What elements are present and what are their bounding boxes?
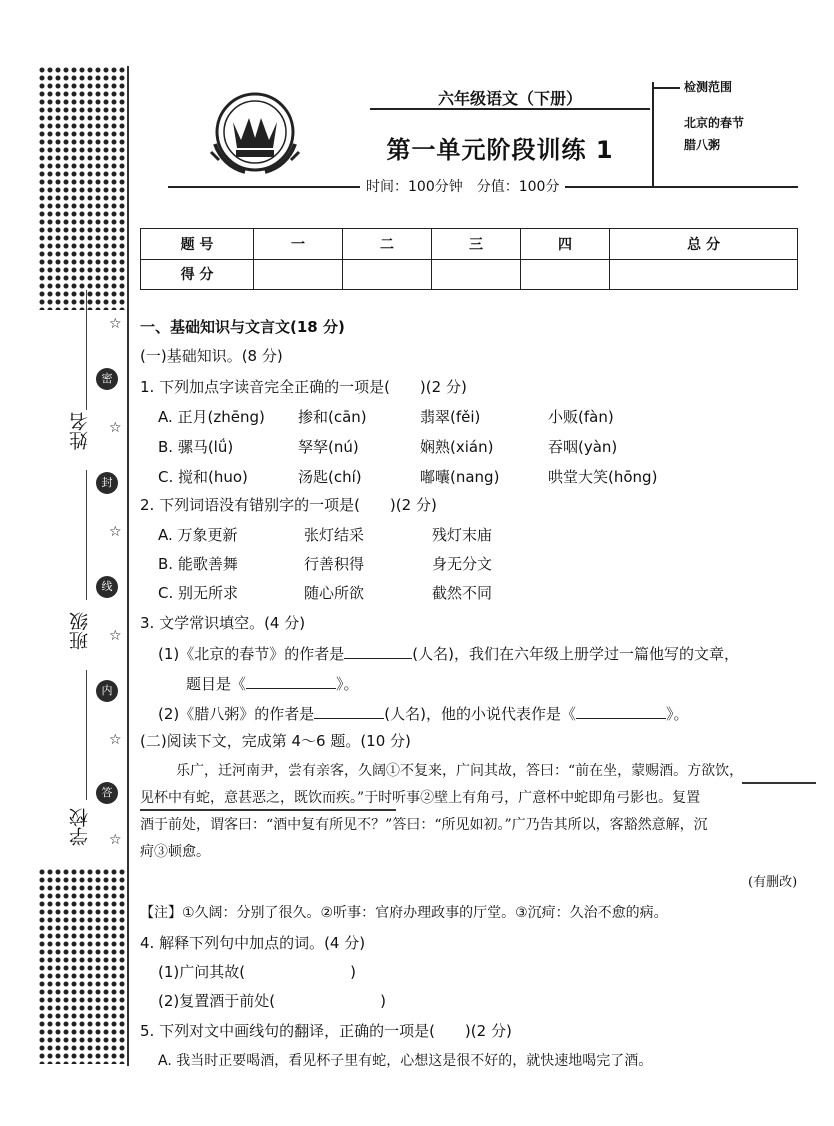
q3-2-text-c: 》。 [665,705,689,723]
section-heading: 一、基础知识与文言文(18 分) [140,318,345,336]
option-cell: 截然不同 [432,584,493,602]
class-blank-line [86,470,87,600]
score-input[interactable] [343,259,432,290]
question-2: 2. 下列词语没有错别字的一项是( )(2 分) [140,496,437,514]
passage-line: 乐广，迁河南尹，尝有亲客，久阔①不复来，广问其故，答曰：“前在坐，蒙赐酒。方欲饮， [176,763,744,779]
option-cell: 吞咽(yàn) [548,438,618,456]
star-icon: ☆ [109,316,122,332]
question-4-1: (1)广问其故( ) [158,963,356,981]
range-item: 腊八粥 [684,138,721,152]
table-cell: 三 [432,229,521,260]
author-blank-input[interactable] [344,642,412,659]
passage-line: 见杯中有蛇，意甚恶之，既饮而疾。”于时听事②壁上有角弓，广意杯中蛇即角弓影也。复置 [140,790,701,806]
option-cell: C. 别无所求 [158,584,239,602]
option-cell: 张灯结采 [304,526,365,544]
class-label: 班级 [69,612,91,650]
table-cell: 二 [343,229,432,260]
q3-1-text-a: (1)《北京的春节》的作者是 [158,645,345,663]
option-cell: 哄堂大笑(hōng) [548,468,658,486]
table-cell: 一 [254,229,343,260]
q3-2-text-a: (2)《腊八粥》的作者是 [158,705,315,723]
annotation-note: 【注】①久阔：分别了很久。②听事：官府办理政事的厅堂。③沉疴：久治不愈的病。 [140,905,668,921]
seal-mi: 密 [96,368,118,390]
novel-blank-input[interactable] [576,702,666,719]
title-rule [370,108,650,110]
binding-line [127,66,129,1066]
q3-1-text-c: 题目是《 [186,675,247,693]
seal-xian: 线 [96,576,118,598]
star-icon: ☆ [109,832,122,848]
page-title: 第一单元阶段训练 1 [386,136,614,164]
option-cell: A. 万象更新 [158,526,238,544]
option-cell: B. 骡马(lǘ) [158,438,234,456]
option-cell: 行善积得 [304,555,365,573]
score-input[interactable] [254,259,343,290]
question-4: 4. 解释下列句中加点的词。(4 分) [140,934,366,952]
table-cell: 四 [521,229,610,260]
crown-logo-icon [205,82,305,182]
question-3-2 [158,702,688,725]
option-cell: 随心所欲 [304,584,365,602]
option-cell: B. 能歌善舞 [158,555,238,573]
school-blank-line [86,670,87,800]
question-5: 5. 下列对文中画线句的翻译，正确的一项是( )(2 分) [140,1022,512,1040]
author-blank-input[interactable] [314,702,384,719]
table-cell: 题 号 [141,229,254,260]
passage-line: 疴③顿愈。 [140,844,210,860]
marked-sentence-underline [742,782,816,784]
range-divider-top [652,87,680,89]
table-cell: 得 分 [141,259,254,290]
seal-nei: 内 [96,680,118,702]
name-label: 姓名 [69,412,91,450]
table-row [141,229,798,260]
option-cell: 孥孥(nú) [298,438,359,456]
option-cell: A. 正月(zhēng) [158,408,265,426]
q3-1-text-d: 》。 [336,675,359,693]
title-blank-input[interactable] [246,672,336,689]
table-row [141,259,798,290]
score-input[interactable] [610,259,798,290]
question-3: 3. 文学常识填空。(4 分) [140,614,306,632]
option-cell: 身无分文 [432,555,493,573]
range-divider [652,82,654,186]
question-1: 1. 下列加点字读音完全正确的一项是( )(2 分) [140,378,467,396]
name-blank-line [86,290,87,410]
score-table [140,228,798,290]
seal-da: 答 [96,782,118,804]
question-4-2: (2)复置酒于前处( ) [158,992,386,1010]
subsection-heading: (二)阅读下文，完成第 4～6 题。(10 分) [140,732,411,750]
option-cell: 翡翠(fěi) [420,408,481,426]
decorative-pattern-top [38,66,126,310]
option-cell: 小贩(fàn) [548,408,614,426]
option-cell: 残灯末庙 [432,526,493,544]
q3-2-text-b: (人名)，他的小说代表作是《 [384,705,576,723]
q3-1-text-b: (人名)，我们在六年级上册学过一篇他写的文章， [412,645,739,663]
time-score-meta: 时间：100分钟 分值：100分 [360,176,565,196]
question-3-1-cont [186,672,359,695]
score-input[interactable] [432,259,521,290]
range-title: 检测范围 [684,80,733,94]
question-5-option-a: A. 我当时正要喝酒，看见杯子里有蛇，心想这是很不好的，就快速地喝完了酒。 [158,1053,653,1069]
star-icon: ☆ [109,524,122,540]
option-cell: 汤匙(chí) [298,468,362,486]
star-icon: ☆ [109,420,122,436]
decorative-pattern-bottom [38,868,126,1064]
range-item: 北京的春节 [684,116,745,130]
option-cell: 嘟囔(nang) [420,468,500,486]
star-icon: ☆ [109,732,122,748]
subject-label: 六年级语文（下册） [437,89,582,108]
source-note: (有删改) [748,875,798,890]
option-cell: C. 搅和(huo) [158,468,248,486]
score-input[interactable] [521,259,610,290]
option-cell: 娴熟(xián) [420,438,494,456]
subsection-heading: (一)基础知识。(8 分) [140,347,283,365]
star-icon: ☆ [109,628,122,644]
option-cell: 掺和(cān) [298,408,367,426]
question-3-1 [158,642,739,665]
marked-sentence-underline [140,809,396,811]
table-cell: 总 分 [610,229,798,260]
seal-feng: 封 [96,472,118,494]
school-label: 学校 [69,808,91,846]
passage-line: 酒于前处，谓客曰：“酒中复有所见不？”答曰：“所见如初。”广乃告其所以，客豁然意解，沉 [140,817,708,833]
